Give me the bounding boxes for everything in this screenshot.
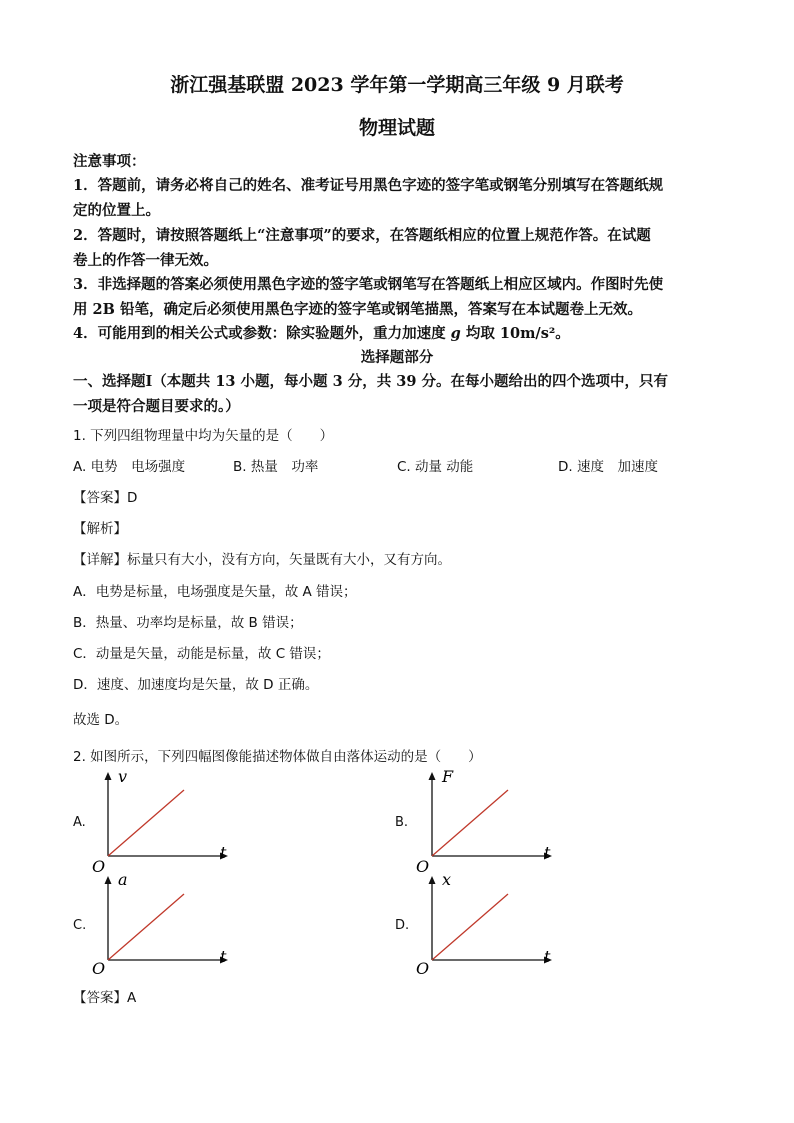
x-axis-label: t [544,947,551,966]
part1-line-1: 一、选择题Ⅰ（本题共 13 小题，每小题 3 分，共 39 分。在每小题给出的四个选项中，只有 [73,373,669,390]
notice-heading: 注意事项： [73,153,146,170]
q2-graph-c [88,870,238,978]
y-axis-label: F [442,768,454,786]
q2-graph-b [412,768,562,876]
y-axis-arrow-icon [429,772,436,780]
q2-graph-d-label: D. [395,918,410,933]
origin-label: O [416,857,430,876]
page-subtitle: 物理试题 [358,117,435,139]
origin-label: O [92,857,106,876]
q1-option-c: C. 动量 动能 [397,459,474,475]
notice-item-4 [73,322,570,343]
y-axis-arrow-icon [105,772,112,780]
q1-line-c: C．动量是矢量，动能是标量，故 C 错误； [73,646,330,662]
x-axis-label: t [220,947,227,966]
y-axis-arrow-icon [105,876,112,884]
notice-item-3-line-1: 3．非选择题的答案必须使用黑色字迹的签字笔或钢笔写在答题纸上相应区域内。作图时先使 [73,276,664,293]
notice-item-2-line-2: 卷上的作答一律无效。 [73,252,218,269]
q1-option-a: A. 电势 电场强度 [73,459,186,475]
section-title: 选择题部分 [360,349,434,366]
q1-analysis: 【解析】 [73,521,127,537]
q2-answer: 【答案】A [73,990,137,1006]
q2-graph-d [412,870,562,978]
q1-answer: 【答案】D [73,490,138,506]
notice-item-3-line-2: 用 2B 铅笔，确定后必须使用黑色字迹的签字笔或钢笔描黑，答案写在本试题卷上无效。 [73,301,642,318]
y-axis-arrow-icon [429,876,436,884]
q1-conclusion: 故选 D。 [73,712,129,728]
notice-item-1-line-2: 定的位置上。 [73,202,160,219]
graph-line [432,790,508,856]
q1-stem: 1. 下列四组物理量中均为矢量的是（ ） [73,428,334,444]
q2-graph-c-label: C. [73,918,87,933]
notice-item-2-line-1: 2．答题时，请按照答题纸上“注意事项”的要求，在答题纸相应的位置上规范作答。在试题 [73,227,651,244]
part1-line-2: 一项是符合题目要求的。） [73,398,240,415]
q1-option-b: B. 热量 功率 [233,459,319,475]
origin-label: O [92,959,106,978]
notice-item-4-suffix: 均取 10m/s²。 [465,325,570,342]
x-axis-label: t [220,843,227,862]
origin-label: O [416,959,430,978]
q1-detail: 【详解】标量只有大小，没有方向，矢量既有大小，又有方向。 [73,552,451,568]
y-axis-label: a [118,870,128,889]
q2-graph-a [88,768,238,876]
y-axis-label: v [118,768,128,786]
q1-line-d: D．速度、加速度均是矢量，故 D 正确。 [73,677,319,693]
graph-line [108,790,184,856]
notice-item-4-prefix: 4．可能用到的相关公式或参数：除实验题外，重力加速度 [73,325,446,342]
graph-line [432,894,508,960]
q1-line-b: B．热量、功率均是标量，故 B 错误； [73,615,303,631]
page-title: 浙江强基联盟 2023 学年第一学期高三年级 9 月联考 [170,74,624,96]
q2-stem: 2. 如图所示，下列四幅图像能描述物体做自由落体运动的是（ ） [73,749,482,765]
q1-option-d: D. 速度 加速度 [558,459,658,475]
q2-graph-b-label: B. [395,815,409,830]
notice-item-1-line-1: 1．答题前，请务必将自己的姓名、准考证号用黑色字迹的签字笔或钢笔分别填写在答题纸规 [73,177,664,194]
x-axis-label: t [544,843,551,862]
y-axis-label: x [442,870,452,889]
q1-line-a: A．电势是标量，电场强度是矢量，故 A 错误； [73,584,357,600]
gravity-symbol: g [450,325,461,342]
graph-line [108,894,184,960]
q2-graph-a-label: A. [73,815,86,830]
